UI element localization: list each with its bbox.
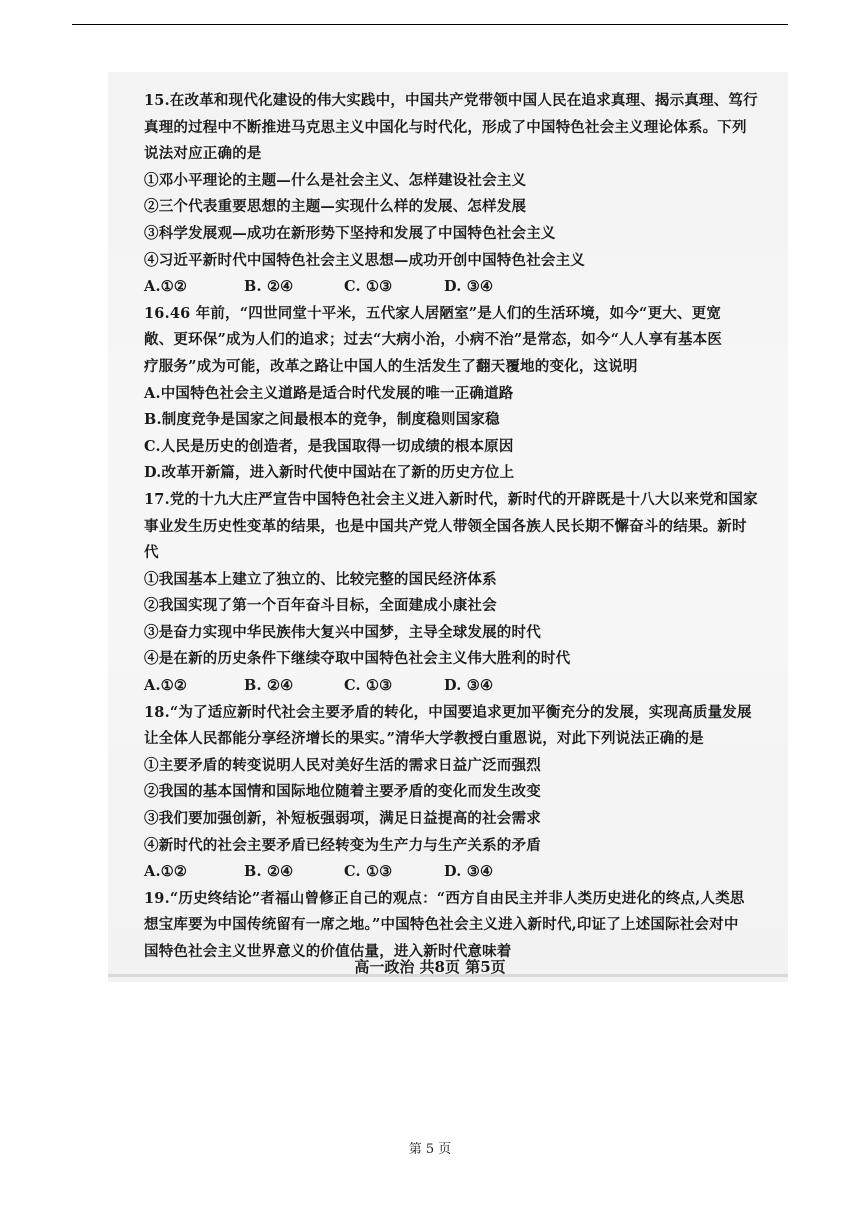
statement-item: ③科学发展观—成功在新形势下坚持和发展了中国特色社会主义	[144, 224, 556, 242]
question-19	[144, 886, 745, 966]
option-b: B. ②④	[244, 863, 294, 881]
question-stem-line: 15.在改革和现代化建设的伟大实践中，中国共产党带领中国人民在追求真理、揭示真理、笃行	[144, 92, 758, 109]
option-a: A.①②	[144, 278, 188, 296]
statement-item: ②三个代表重要思想的主题—实现什么样的发展、怎样发展	[144, 198, 527, 216]
question-content	[144, 88, 758, 966]
option-a: A.①②	[144, 863, 188, 881]
statement-item: ①我国基本上建立了独立的、比较完整的国民经济体系	[144, 570, 497, 588]
statement-item: ④习近平新时代中国特色社会主义思想—成功开创中国特色社会主义	[144, 251, 585, 269]
scan-page-footer: 高一政治 共8页 第5页	[354, 958, 506, 976]
question-18	[144, 700, 752, 886]
answer-option: A.中国特色社会主义道路是适合时代发展的唯一正确道路	[144, 384, 514, 402]
statement-item: ④新时代的社会主要矛盾已经转变为生产力与生产关系的矛盾	[144, 836, 541, 854]
option-d: D. ③④	[444, 278, 494, 296]
option-d: D. ③④	[444, 863, 494, 881]
question-15	[144, 88, 758, 301]
statement-item: ③我们要加强创新，补短板强弱项，满足日益提高的社会需求	[144, 810, 541, 828]
answer-options	[144, 859, 734, 886]
answer-option: B.制度竞争是国家之间最根本的竞争，制度稳则国家稳	[144, 411, 500, 429]
top-rule	[72, 24, 788, 25]
option-c: C. ①③	[344, 677, 393, 695]
question-stem-line: 代	[144, 544, 159, 562]
question-stem-line: 事业发生历史性变革的结果，也是中国共产党人带领全国各族人民长期不懈奋斗的结果。新时	[144, 517, 747, 535]
statement-item: ②我国实现了第一个百年奋斗目标，全面建成小康社会	[144, 597, 497, 615]
question-stem-line: 疗服务”成为可能，改革之路让中国人的生活发生了翻天覆地的变化，这说明	[144, 357, 638, 375]
answer-option: C.人民是历史的创造者，是我国取得一切成绩的根本原因	[144, 437, 514, 455]
answer-options	[144, 274, 734, 301]
statement-item: ①邓小平理论的主题—什么是社会主义、怎样建设社会主义	[144, 171, 527, 189]
question-stem-line: 真理的过程中不断推进马克思主义中国化与时代化，形成了中国特色社会主义理论体系。下列	[144, 118, 747, 136]
question-stem-line: 说法对应正确的是	[144, 145, 262, 163]
page-number: 第 5 页	[408, 1142, 452, 1157]
option-b: B. ②④	[244, 278, 294, 296]
question-17	[144, 487, 758, 700]
question-stem-line: 想宝库要为中国传统留有一席之地。”中国特色社会主义进入新时代,印证了上述国际社会对中	[144, 916, 739, 934]
statement-item: ②我国的基本国情和国际地位随着主要矛盾的变化而发生改变	[144, 783, 541, 801]
question-stem-line: 敞、更环保”成为人们的追求；过去“大病小治，小病不治”是常态，如今“人人享有基本医	[144, 331, 723, 349]
question-stem-line: 让全体人民都能分享经济增长的果实。”清华大学教授白重恩说，对此下列说法正确的是	[144, 730, 704, 748]
question-16	[144, 301, 734, 487]
question-stem-line: 19.“历史终结论”者福山曾修正自己的观点：“西方自由民主并非人类历史进化的终点,人类思	[144, 889, 745, 907]
answer-option: D.改革开新篇，进入新时代使中国站在了新的历史方位上	[144, 464, 515, 482]
question-stem-line: 16.46 年前，“四世同堂十平米，五代家人居陋室”是人们的生活环境，如今“更大、更宽	[144, 304, 722, 322]
statement-item: ①主要矛盾的转变说明人民对美好生活的需求日益广泛而强烈	[144, 756, 541, 774]
option-b: B. ②④	[244, 677, 294, 695]
statement-item: ④是在新的历史条件下继续夺取中国特色社会主义伟大胜利的时代	[144, 650, 571, 668]
answer-options	[144, 673, 734, 700]
option-a: A.①②	[144, 677, 188, 695]
option-c: C. ①③	[344, 278, 393, 296]
question-stem-line: 国特色社会主义世界意义的价值估量，进入新时代意味着	[144, 943, 512, 960]
statement-item: ③是奋力实现中华民族伟大复兴中国梦，主导全球发展的时代	[144, 623, 541, 641]
question-stem-line: 17.党的十九大庄严宣告中国特色社会主义进入新时代，新时代的开辟既是十八大以来党和国家	[144, 490, 758, 508]
option-c: C. ①③	[344, 863, 393, 881]
question-stem-line: 18.“为了适应新时代社会主要矛盾的转化，中国要追求更加平衡充分的发展，实现高质量发展	[144, 703, 752, 721]
option-d: D. ③④	[444, 677, 494, 695]
